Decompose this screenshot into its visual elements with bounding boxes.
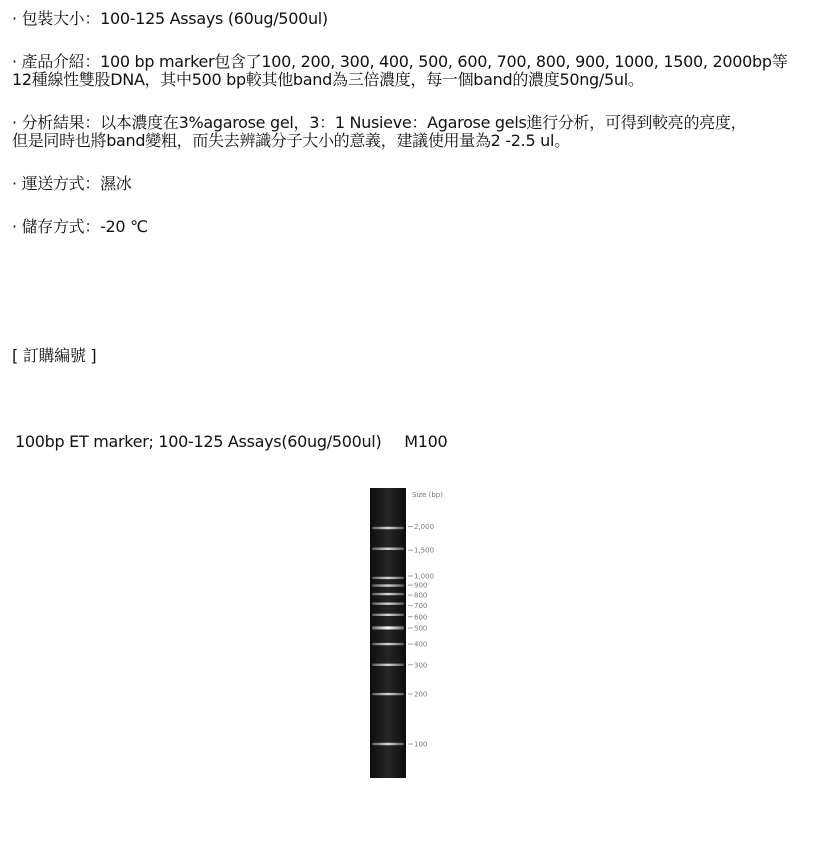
order-product-row — [15, 433, 447, 451]
gel-band-label-800: 800 — [414, 591, 428, 600]
order-product-code: M100 — [404, 432, 448, 451]
gel-band-600 — [372, 614, 404, 616]
gel-band-900 — [372, 584, 404, 586]
package-size-line: · 包裝大小：100-125 Assays (60ug/500ul) — [12, 9, 328, 28]
gel-band-2000 — [372, 527, 404, 529]
gel-band-label-1000: 1,000 — [414, 572, 435, 581]
gel-ladder-image — [370, 488, 478, 778]
gel-band-200 — [372, 693, 404, 695]
product-intro-line-2: 12種線性雙股DNA，其中500 bp較其他band為三倍濃度，每一個band的濃度50ng/5ul。 — [12, 70, 644, 89]
gel-band-label-200: 200 — [414, 690, 428, 699]
gel-band-label-400: 400 — [414, 640, 428, 649]
gel-band-400 — [372, 643, 404, 645]
gel-band-label-500: 500 — [414, 624, 428, 633]
gel-lane — [370, 488, 406, 778]
gel-band-label-700: 700 — [414, 602, 428, 611]
gel-band-1500 — [372, 548, 404, 550]
gel-band-700 — [372, 602, 404, 604]
gel-band-label-300: 300 — [414, 661, 428, 670]
gel-band-800 — [372, 593, 404, 595]
shipping-method-line: · 運送方式：濕冰 — [12, 174, 132, 193]
gel-band-100 — [372, 743, 404, 745]
order-product-name: 100bp ET marker; 100-125 Assays(60ug/500ul) — [15, 432, 382, 451]
gel-band-label-2000: 2,000 — [414, 523, 435, 531]
gel-band-300 — [372, 664, 404, 666]
gel-band-label-100: 100 — [414, 740, 428, 749]
order-number-heading: [ 訂購編號 ] — [12, 346, 97, 365]
analysis-result-line-1: · 分析結果：以本濃度在3%agarose gel，3：1 Nusieve：Agarose gels進行分析，可得到較亮的亮度， — [12, 113, 747, 132]
gel-band-1000 — [372, 577, 404, 579]
gel-size-title: Size (bp) — [412, 491, 443, 499]
storage-condition-line: · 儲存方式：-20 ℃ — [12, 217, 148, 236]
product-intro-line-1: · 產品介紹：100 bp marker包含了100, 200, 300, 400, 500, 600, 700, 800, 900, 1000, 1500, 2000bp等 — [12, 52, 788, 71]
gel-band-500 — [372, 626, 404, 629]
gel-band-label-900: 900 — [414, 581, 428, 590]
gel-band-label-600: 600 — [414, 613, 428, 622]
gel-ladder-svg — [370, 488, 478, 778]
analysis-result-line-2: 但是同時也將band變粗，而失去辨識分子大小的意義，建議使用量為2 -2.5 ul。 — [12, 131, 570, 150]
gel-band-label-1500: 1,500 — [414, 546, 435, 555]
